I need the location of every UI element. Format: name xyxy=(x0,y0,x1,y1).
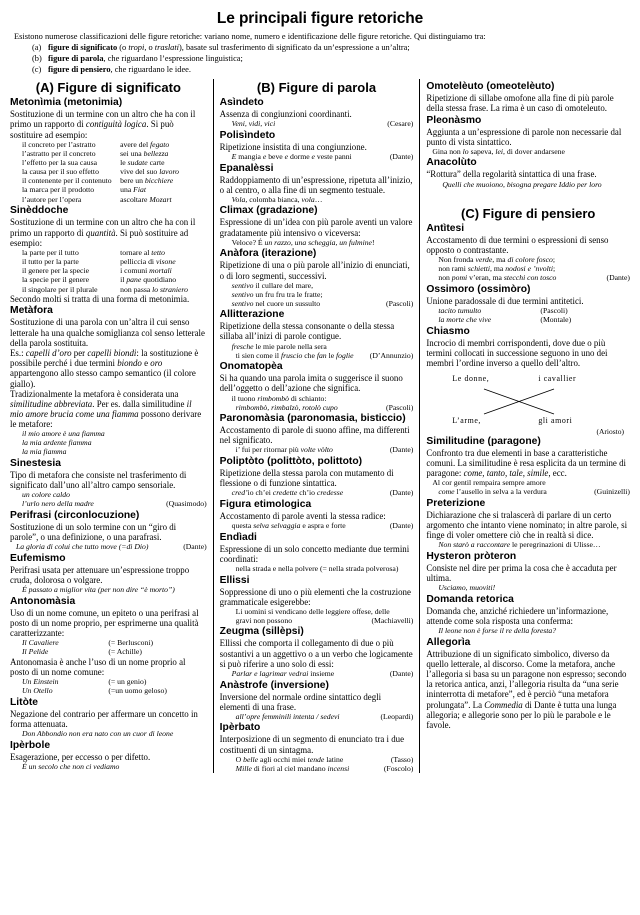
table-row xyxy=(10,647,207,656)
figure-name: Zeugma (sillèpsi) xyxy=(219,626,304,638)
figure-example: un colore caldo xyxy=(22,490,70,500)
figure-example: (Cesare) Veni, vidi, vici xyxy=(231,119,414,129)
figure-name: Asìndeto xyxy=(219,97,264,109)
figure-example: Usciamo, muoviti! xyxy=(438,583,496,593)
figure-definition: Sostituzione di un termine con un altro che ha con il primo un rapporto di contiguità logica. Si può sostituire ad esempio: xyxy=(10,109,196,140)
chiasmo-top-right: i cavallier xyxy=(538,374,577,384)
pair-left: l’astratto per il concreto xyxy=(22,148,96,158)
figure-definition: Uso di un nome comune, un epiteto o una perifrasi al posto di un nome proprio, per esprimerne una qualità caratterizzante: xyxy=(10,607,199,639)
column-c xyxy=(420,79,636,773)
figure-definition: Antonomasia è anche l’uso di un nome proprio al posto di un nome comune: xyxy=(10,656,186,677)
pair-left: Il Pelide xyxy=(22,647,49,657)
example-attribution: (Pascoli) xyxy=(386,402,414,412)
bullet-marker-b: (b) xyxy=(32,54,42,64)
pair-right: vive del suo lavoro xyxy=(120,167,179,177)
figure-definition: Sostituzione di una parola con un’altra il cui senso letterale ha una qualche somiglianza col senso letterale della parola sostituita. xyxy=(10,317,205,348)
figure-name: Pleonàsmo xyxy=(426,114,482,126)
example-attribution: (Dante) xyxy=(389,445,414,455)
figure-definition: Espressione di un’idea con più parole aventi un valore gradatamente più intensivo o viceversa: xyxy=(219,217,413,238)
table-row xyxy=(10,195,207,204)
example-attribution: (Foscolo) xyxy=(383,763,414,773)
figure-definition: Attribuzione di un significato simbolico, diverso da quello letterale, al discorso. Come la metafora, anche l’allegoria si basa su un paragone non espresso; secondo la retorica antica, anzi, l’allegoria risulta da “una serie ininterrotta di metafore”, ed è perciò “una metafora prolungata”. La Commedia di Dante è tutta una lunga allegoria; e allegorie sono per lo più le parabole e le favole. xyxy=(426,648,627,730)
bullet-bold-a: figure di significato xyxy=(48,43,118,53)
table-row xyxy=(10,275,207,284)
figure-example: (Dante) cred’io ch’ei credette ch’io credesse xyxy=(231,488,414,498)
pair-right: i comuni mortali xyxy=(120,266,172,276)
example-attribution: (Quasimodo) xyxy=(166,499,207,509)
figure-example: (Foscolo) Mille di fiori al ciel mandano incensi xyxy=(235,763,414,773)
figure-definition: Confronto tra due elementi in base a caratteristiche comuni. La similitudine è resa esplicita da un termine di paragone: come, tanto, tale, simile, ecc. xyxy=(426,447,626,479)
example-attribution: (Guinizelli) xyxy=(594,487,630,497)
bullet-rest-b: , che riguardano l’espressione linguistica; xyxy=(103,54,243,64)
figure-definition: Raddoppiamento di un’espressione, ripetuta all’inizio, o al centro, o alla fine di un segmento testuale. xyxy=(219,174,413,195)
figure-name: Climax (gradazione) xyxy=(219,205,318,217)
figure-name: Sinestesia xyxy=(10,457,61,469)
pair-left: la morte che vive xyxy=(438,314,492,324)
figure-example: Non fronda verde, ma di colore fosco; xyxy=(438,255,556,265)
figure-definition: Espressione di un solo concetto mediante due termini coordinati: xyxy=(219,543,410,564)
intro-bullet-c xyxy=(14,65,628,76)
pair-right: il pane quotidiano xyxy=(120,275,177,285)
section-title-c: (C) Figure di pensiero xyxy=(461,205,596,221)
figure-definition: Ripetizione di sillabe omofone alla fine di più parole della stessa frase. La rima è un caso di omoteleuto. xyxy=(426,92,614,113)
table-row xyxy=(426,315,630,324)
figure-name: Antìtesi xyxy=(426,222,465,234)
bullet-marker-c: (c) xyxy=(32,65,42,75)
pair-right: non passa lo straniero xyxy=(120,284,188,294)
columns-container xyxy=(0,79,640,773)
figure-list-c-top xyxy=(426,81,630,189)
figure-example: (Dante) questa selva selvaggia e aspra e forte xyxy=(231,521,414,531)
pair-left: l’effetto per la sua causa xyxy=(22,158,97,167)
example-attribution: (Cesare) xyxy=(387,119,414,129)
table-row xyxy=(10,677,207,686)
figure-example: (D’Annunzio) ti sien come il fruscio che fan le foglie xyxy=(235,350,414,360)
pair-right: bere un bicchiere xyxy=(120,176,174,186)
pair-left: il concreto per l’astratto xyxy=(22,139,96,149)
figure-name: Poliptòto (polittòto, polittoto) xyxy=(219,455,363,467)
bullet-rest-c: , che riguardano le idee. xyxy=(110,65,191,75)
pair-right: (Pascoli) xyxy=(540,305,568,315)
figure-example: sentivo il cullare del mare, xyxy=(231,280,314,290)
pair-left: la marca per il prodotto xyxy=(22,185,95,195)
figure-name: Omotelèuto (omeotelèuto) xyxy=(426,80,555,92)
example-pair-table xyxy=(10,638,207,656)
figure-example: (Guinizelli) come l’ausello in selva a la verdura xyxy=(438,487,630,497)
example-attribution: (Leopardi) xyxy=(380,711,414,721)
example-pair-table xyxy=(10,677,207,695)
figure-name: Anacolùto xyxy=(426,157,477,169)
table-row xyxy=(10,638,207,647)
figure-name: Allitterazione xyxy=(219,309,285,321)
figure-list-b xyxy=(220,97,414,773)
figure-example: Vola, colomba bianca, vola… xyxy=(231,194,323,204)
figure-definition: Negazione del contrario per affermare un concetto in forma attenuata. xyxy=(10,708,198,729)
page-title: Le principali figure retoriche xyxy=(216,10,424,27)
intro-block xyxy=(0,32,640,76)
pair-right: avere del fegato xyxy=(120,139,170,149)
pair-right: (= un genio) xyxy=(108,676,147,686)
figure-example: nella strada e nella polvere (= nella strada polverosa) xyxy=(235,564,399,573)
table-row xyxy=(10,248,207,257)
table-row xyxy=(426,306,630,315)
bullet-bold-c: figure di pensiero xyxy=(48,65,111,75)
figure-definition: Esagerazione, per eccesso o per difetto. xyxy=(10,751,151,762)
pair-left: il tutto per la parte xyxy=(22,257,79,267)
figure-example: É passato a miglior vita (per non dire “è morto”) xyxy=(22,585,175,595)
example-attribution: (Dante) xyxy=(183,542,207,552)
figure-definition: Interposizione di un segmento di enunciato tra i due costituenti di un sintagma. xyxy=(219,734,405,755)
example-attribution: (Dante) xyxy=(606,273,630,283)
figure-name: Eufemismo xyxy=(10,552,66,564)
figure-name: Sinèddoche xyxy=(10,205,69,217)
figure-definition: Accostamento di parole aventi la stessa radice: xyxy=(219,510,386,521)
figure-example: (Dante) i’ fui per ritornar più volte vòlto xyxy=(235,445,414,455)
table-row xyxy=(10,176,207,185)
figure-example: Quelli che muoiono, bisogna pregare Iddio per loro xyxy=(442,179,602,189)
pair-right: una Fiat xyxy=(120,185,146,195)
figure-example: (Tasso) O belle agli occhi miei tende latine xyxy=(235,754,414,764)
figure-definition: Soppressione di uno o più elementi che la costruzione grammaticale esigerebbe: xyxy=(219,586,411,607)
figure-example: (Dante) Parlar e lagrimar vedrai insieme xyxy=(231,669,414,678)
figure-definition: Dichiarazione che si tralascerà di parlare di un certo argomento che intanto viene nominato; in altre parole, si finge di voler omettere ciò che in realtà si dice. xyxy=(426,509,628,541)
figure-example: Al cor gentil rempaira sempre amore xyxy=(432,478,546,488)
figure-name: Anàstrofe (inversione) xyxy=(219,679,329,691)
pair-left: il contenente per il contenuto xyxy=(22,176,112,186)
figure-name: Perifrasi (circonlocuzione) xyxy=(10,509,140,521)
figure-list-c xyxy=(426,223,630,731)
figure-definition: Aggiunta a un’espressione di parole non necessarie dal punto di vista sintattico. xyxy=(426,126,622,147)
figure-name: Onomatopèa xyxy=(219,361,283,373)
figure-example: sentivo un fru fru tra le fratte; xyxy=(231,289,323,299)
figure-name: Endìadi xyxy=(219,531,257,543)
table-row xyxy=(10,285,207,294)
intro-bullet-b xyxy=(14,54,628,65)
table-row xyxy=(10,257,207,266)
example-pair-table xyxy=(10,248,207,294)
figure-definition: Tipo di metafora che consiste nel trasferimento di significato dall’uno all’altro campo sensoriale. xyxy=(10,469,187,491)
figure-example: Il leone non è forse il re della foresta? xyxy=(438,626,557,636)
figure-definition: Ripetizione della stessa parola con mutamento di flessione o di funzione sintattica. xyxy=(219,468,394,489)
example-attribution: (Dante) xyxy=(389,152,414,162)
figure-name: Figura etimologica xyxy=(219,498,312,510)
figure-example: (Pascoli) rimbombò, rimbalzò, rotolò cupo xyxy=(235,402,414,412)
example-attribution: (Dante) xyxy=(389,669,414,678)
pair-left: Il Cavaliere xyxy=(22,638,59,648)
pair-left: tacito tumulto xyxy=(438,305,482,315)
bullet-marker-a: (a) xyxy=(32,43,42,53)
figure-definition: “Rottura” della regolarità sintattica di una frase. xyxy=(426,169,597,180)
figure-example: É un secolo che non ci vediamo xyxy=(22,761,120,771)
figure-definition: Es.: capelli d’oro per capelli biondi: la sostituzione è possibile perché i due termini biondo e oro appartengono allo stesso campo semantico (il colore giallo). xyxy=(10,347,199,389)
section-title-a: (A) Figure di significato xyxy=(35,80,181,96)
example-attribution: (D’Annunzio) xyxy=(369,350,414,360)
table-row xyxy=(10,686,207,695)
table-row xyxy=(10,140,207,149)
pair-right: sei una bellezza xyxy=(120,148,169,158)
figure-definition: Assenza di congiunzioni coordinanti. xyxy=(219,109,352,120)
figure-name: Polisìndeto xyxy=(219,129,276,141)
figure-example: Veloce? É un razzo, una scheggia, un fulmine! xyxy=(231,237,375,247)
figure-definition: Unione paradossale di due termini antitetici. xyxy=(426,295,584,306)
figure-definition: Domanda che, anziché richiedere un’informazione, attende come sola risposta una conferma: xyxy=(426,605,609,626)
figure-example: (Quasimodo) l’urlo nero della madre xyxy=(22,499,207,509)
chiasmo-diagram xyxy=(426,372,630,437)
figure-name: Ossimoro (ossimòro) xyxy=(426,283,531,295)
figure-name: Metàfora xyxy=(10,305,53,317)
chiasmo-top-left: Le donne, xyxy=(452,374,490,384)
pair-right: tornare al tetto xyxy=(120,247,165,257)
column-a xyxy=(4,79,214,773)
pair-left: il singolare per il plurale xyxy=(22,284,98,294)
table-row xyxy=(10,167,207,176)
table-row xyxy=(10,185,207,194)
pair-left: Un Einstein xyxy=(22,676,59,686)
bullet-bold-b: figure di parola xyxy=(48,54,104,64)
figure-name: Hysteron pròteron xyxy=(426,550,517,562)
figure-name: Litòte xyxy=(10,696,39,708)
figure-list-a xyxy=(10,97,207,771)
figure-example: Gina non lo sapeva, lei, di dover andarsene xyxy=(432,146,565,156)
figure-name: Paronomàsia (paronomasia, bisticcio) xyxy=(219,413,406,425)
example-pair-table xyxy=(10,140,207,204)
document-page xyxy=(0,10,640,915)
pair-right: (=un uomo geloso) xyxy=(108,686,167,696)
figure-definition: Ripetizione della stessa consonante o della stessa sillaba all’inizi di parole contigue. xyxy=(219,321,395,342)
figure-name: Antonomàsia xyxy=(10,595,76,607)
pair-right: ascoltare Mozart xyxy=(120,194,172,204)
figure-name: Epanalèssi xyxy=(219,162,274,174)
figure-name: Domanda retorica xyxy=(426,593,514,605)
example-attribution: (Tasso) xyxy=(390,754,414,764)
example-attribution: (Pascoli) xyxy=(386,298,414,308)
bullet-rest-a: (o tropi, o traslati), basate sul trasferimento di significato da un’espressione a un’altra; xyxy=(117,43,410,53)
figure-example: (Dante) La gloria di colui che tutto move (=di Dio) xyxy=(16,542,207,552)
pair-left: la parte per il tutto xyxy=(22,247,79,257)
figure-name: Ipèrbato xyxy=(219,722,261,734)
example-attribution: (Dante) xyxy=(389,488,414,498)
chiasmo-source: (Ariosto) xyxy=(596,427,624,437)
table-row xyxy=(10,149,207,158)
figure-example: (Leopardi) all’opre femminili intenta / sedevi xyxy=(235,711,414,721)
pair-right: (= Berlusconi) xyxy=(108,638,154,648)
pair-left: l’autore per l’opera xyxy=(22,194,82,204)
figure-example: fresche le mie parole nella sera xyxy=(231,341,327,351)
figure-name: Similitudine (paragone) xyxy=(426,435,541,447)
figure-name: Anàfora (iterazione) xyxy=(219,248,317,260)
figure-example: non rami schietti, ma nodosi e ’nvolti; xyxy=(438,264,556,274)
figure-example: (Pascoli) sentivo nel cuore un sussulto xyxy=(231,298,414,308)
pair-left: la causa per il suo effetto xyxy=(22,167,99,177)
figure-definition: Accostamento di due termini o espressioni di senso opposto o contrastante. xyxy=(426,234,609,255)
figure-name: Preterizione xyxy=(426,497,486,509)
figure-example: Don Abbondio non era nato con un cuor di leone xyxy=(22,729,174,739)
example-attribution: (Dante) xyxy=(389,521,414,531)
pair-left: Un Otello xyxy=(22,686,53,696)
figure-definition: Incrocio di membri corrispondenti, dove due o più termini collocati in successione seguono in uno dei membri l’ordine inverso a quello dell’altro. xyxy=(426,337,608,368)
figure-example: il tuono rimbombò di schianto: xyxy=(231,393,327,403)
figure-definition: Perifrasi usata per attenuare un’espressione troppo cruda, dolorosa o volgare. xyxy=(10,564,190,585)
figure-definition: Accostamento di parole di suono affine, ma differenti nel significato. xyxy=(219,425,410,446)
pair-left: il genere per la specie xyxy=(22,266,90,276)
chiasmo-bottom-left: L’arme, xyxy=(452,416,482,426)
figure-example: il mio amore è una fiamma xyxy=(22,429,105,439)
figure-name: Allegorìa xyxy=(426,636,471,648)
pair-right: (Montale) xyxy=(540,314,572,324)
example-pair-table xyxy=(426,306,630,324)
column-b xyxy=(214,79,421,773)
pair-right: pelliccia di visone xyxy=(120,257,176,267)
intro-lead: Esistono numerose classificazioni delle figure retoriche: variano nome, numero e identificazione delle figure retoriche. Qui distinguiamo tra: xyxy=(14,32,486,41)
figure-definition: Ripetizione insistita di una congiunzione. xyxy=(219,141,367,152)
section-title-b: (B) Figure di parola xyxy=(256,80,377,96)
figure-example: (Dante) non pomi v’eran, ma stecchi con tosco xyxy=(438,273,630,283)
pair-right: le sudate carte xyxy=(120,158,165,167)
figure-example: (Machiavelli) gravi non possono xyxy=(235,615,414,625)
figure-definition: Ripetizione di una o più parole all’inizio di enunciati, o di loro segmenti, successivi. xyxy=(219,260,410,281)
table-row xyxy=(10,266,207,275)
figure-example: Li uomini si vendicano delle leggiere offese, delle xyxy=(235,606,390,616)
intro-bullet-a xyxy=(14,43,628,54)
figure-definition: Si ha quando una parola imita o suggerisce il suono dell’oggetto o dell’azione che significa. xyxy=(219,373,403,394)
pair-right: (= Achille) xyxy=(108,647,142,657)
figure-name: Metonìmia (metonimia) xyxy=(10,97,123,109)
figure-definition: Ellissi che comporta il collegamento di due o più sostantivi a un aggettivo o a un verbo che logicamente si può riferire a uno solo di essi: xyxy=(219,638,413,669)
figure-definition: Secondo molti si tratta di una forma di metonimia. xyxy=(10,293,190,304)
figure-example: Non starò a raccontare le peregrinazioni di Ulisse… xyxy=(438,540,601,550)
chiasmo-bottom-right: gli amori xyxy=(538,416,573,426)
figure-definition: Sostituzione di un termine con un altro che ha con il primo un rapporto di quantità. Si può sostituire ad esempio: xyxy=(10,217,196,248)
figure-name: Ipèrbole xyxy=(10,739,51,751)
figure-definition: Sostituzione di un solo termine con un “giro di parole”, o una definizione, o una parafrasi. xyxy=(10,521,177,543)
example-attribution: (Machiavelli) xyxy=(371,615,414,625)
figure-example: la mia ardente fiamma xyxy=(22,438,92,448)
figure-name: Ellissi xyxy=(219,574,250,586)
figure-definition: Inversione del normale ordine sintattico degli elementi di una frase. xyxy=(219,691,382,712)
figure-example: (Dante) E mangia e beve e dorme e veste panni xyxy=(231,152,414,162)
figure-definition: Tradizionalmente la metafora è considerata una similitudine abbreviata. Per es. dalla similitudine il mio amore brucia come una fiamma possono derivare le metafore: xyxy=(10,388,202,430)
table-row xyxy=(10,158,207,167)
figure-definition: Consiste nel dire per prima la cosa che è accaduta per ultima. xyxy=(426,562,617,584)
figure-name: Chiasmo xyxy=(426,325,470,337)
pair-left: la specie per il genere xyxy=(22,275,90,285)
figure-example: la mia fiamma xyxy=(22,447,67,457)
